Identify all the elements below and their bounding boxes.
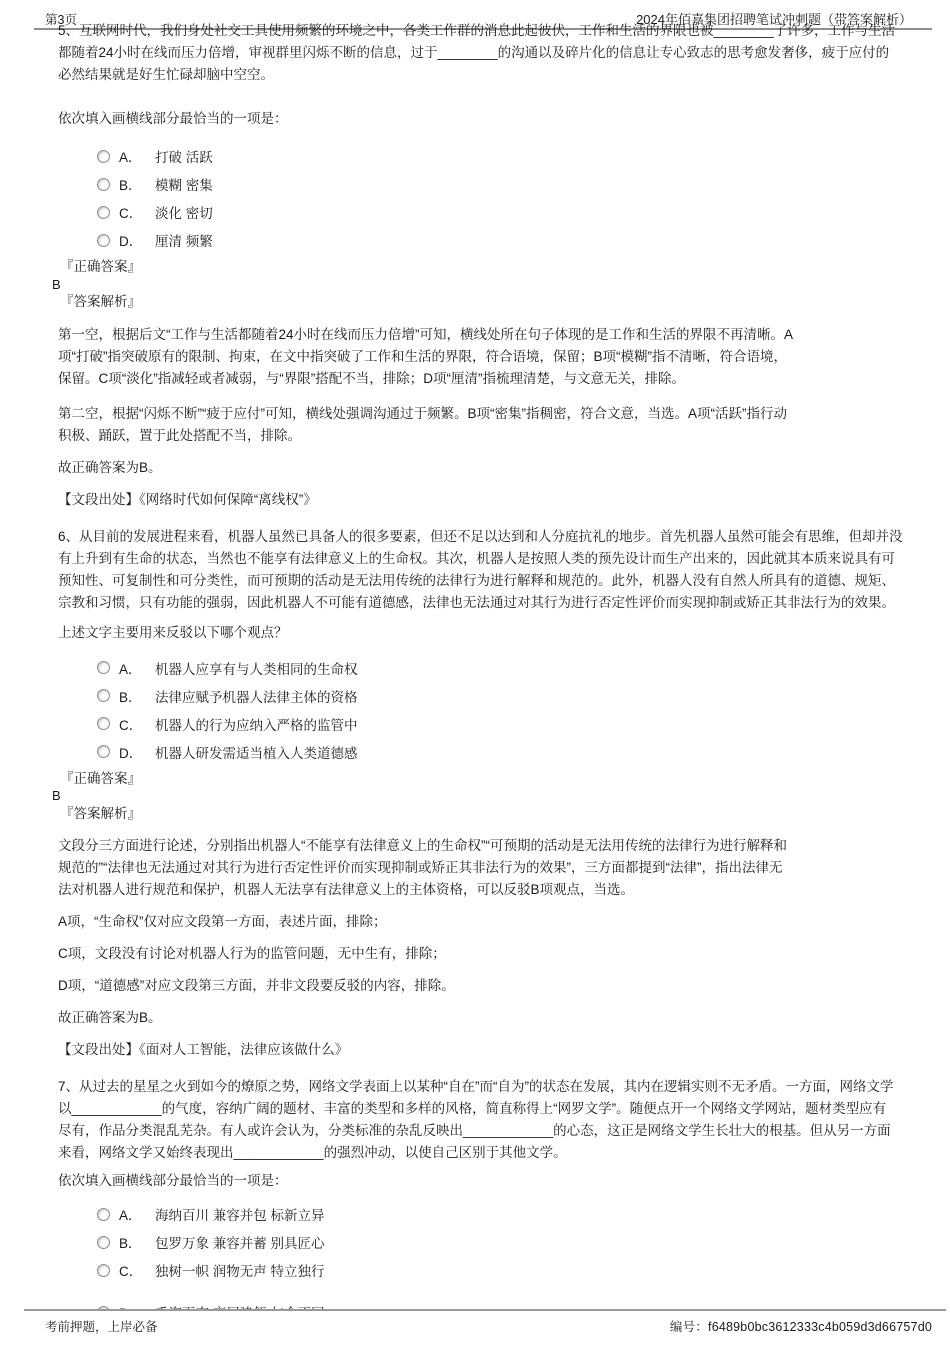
analysis-line: C项，文段没有讨论对机器人行为的监管问题，无中生有，排除；: [58, 946, 446, 961]
footer-slogan: 考前押题，上岸必备: [45, 1320, 158, 1334]
analysis-line: 故正确答案为B。: [58, 1010, 162, 1025]
radio-button-icon[interactable]: [97, 717, 110, 730]
question-6-passage: [58, 526, 910, 614]
passage-line: 来看，网络文学又始终表现出____________的强烈冲动，以使自己区别于其他文学。: [58, 1145, 567, 1160]
source-line: 【文段出处】《面对人工智能，法律应该做什么》: [58, 1042, 349, 1057]
radio-button-icon[interactable]: [97, 1264, 110, 1277]
analysis-paragraph: [58, 324, 910, 390]
option-letter: A．: [119, 150, 142, 165]
analysis-conclusion: [58, 457, 910, 479]
option-c-row[interactable]: [58, 710, 910, 738]
option-letter: A．: [119, 1208, 142, 1223]
footer-divider: [24, 1309, 946, 1311]
analysis-paragraph: [58, 943, 910, 965]
analysis-line: 文段分三方面进行论述，分别指出机器人“不能享有法律意义上的生命权”“可预期的活动是无法用传统的法律行为进行解释和: [58, 838, 787, 853]
passage-source: [58, 489, 910, 511]
option-text: 独树一帜 润物无声 特立独行: [155, 1264, 325, 1279]
option-d-row[interactable]: [58, 226, 910, 254]
option-d-row[interactable]: [58, 738, 910, 766]
analysis-line: 第二空，根据“闪烁不断”“疲于应付”可知，横线处强调沟通过于频繁。B项“密集”指稠密，符合文意，当选。A项“活跃”指行动: [58, 405, 787, 421]
footer-code: [670, 1317, 932, 1335]
correct-answer-label: 『正确答案』: [60, 259, 141, 274]
question-5-answer-block: [52, 258, 910, 311]
question-6: [52, 526, 910, 1062]
correct-answer-value: B: [52, 788, 61, 803]
analysis-line: 项“打破”指突破原有的限制、拘束，在文中指突破了工作和生活的界限，符合语境，保留；B项“模糊”指不清晰，符合语境，: [58, 348, 787, 364]
passage-line: 以____________的气度，容纳广阔的题材、丰富的类型和多样的风格，简直称得上“网罗文学”。随便点开一个网络文学网站，题材类型应有: [58, 1101, 887, 1116]
radio-button-icon[interactable]: [97, 234, 110, 247]
option-a-row[interactable]: [58, 142, 910, 170]
passage-line: 都随着24小时在线而压力倍增，审视群里闪烁不断的信息，过于________的沟通以及碎片化的信息让专心致志的思考愈发奢侈，疲于应付的: [58, 45, 890, 60]
question-7: [58, 1076, 910, 1326]
option-b-row[interactable]: [58, 682, 910, 710]
analysis-line: A项，“生命权”仅对应文段第一方面，表述片面，排除；: [58, 914, 387, 929]
radio-button-icon[interactable]: [97, 661, 110, 674]
option-letter: D．: [119, 234, 143, 249]
analysis-label: 『答案解析』: [60, 805, 141, 821]
analysis-label: 『答案解析』: [60, 294, 141, 309]
analysis-paragraph: [58, 835, 910, 901]
radio-button-icon[interactable]: [97, 1236, 110, 1249]
option-text: 机器人的行为应纳入严格的监管中: [155, 717, 358, 733]
passage-line: 宗教和习惯，只有功能的强弱，因此机器人不可能有道德感，法律也无法通过对其行为进行否定性评价而实现抑制或矫正其非法行为的效果。: [58, 594, 895, 610]
analysis-conclusion: [58, 1007, 910, 1029]
option-text: 厘清 频繁: [155, 234, 213, 249]
source-line: 【文段出处】《网络时代如何保障“离线权”》: [58, 491, 317, 507]
question-6-answer-block: [52, 770, 910, 823]
page-footer: [0, 1309, 950, 1345]
option-letter: B．: [119, 689, 142, 705]
document-body: [52, 23, 910, 1326]
question-5-prompt: 依次填入画横线部分最恰当的一项是：: [58, 111, 288, 126]
question-5: [52, 20, 910, 511]
option-letter: C．: [119, 717, 143, 733]
radio-button-icon[interactable]: [97, 745, 110, 758]
option-text: 机器人应享有与人类相同的生命权: [155, 661, 358, 677]
correct-answer-value: B: [52, 276, 61, 292]
passage-line: 尽有，作品分类混乱芜杂。有人或许会认为，分类标准的杂乱反映出____________的心态，这正是网络文学生长壮大的根基。但从另一方面: [58, 1123, 891, 1138]
footer-code-value: f6489b0bc3612333c4b059d3d66757d0: [708, 1320, 932, 1334]
passage-source: [58, 1039, 910, 1061]
option-letter: A．: [119, 661, 142, 677]
option-text: 法律应赋予机器人法律主体的资格: [155, 689, 358, 705]
radio-button-icon[interactable]: [97, 150, 110, 163]
question-6-options: [58, 654, 910, 766]
option-text: 打破 活跃: [155, 150, 213, 165]
question-5-passage: [58, 20, 910, 86]
passage-line: 预知性、可复制性和可分类性，而可预期的活动是无法用传统的法律行为进行解释和规范的。此外，机器人没有自然人所具有的道德、规矩、: [58, 572, 895, 588]
passage-line: 5、互联网时代，我们身处社交工具使用频繁的环境之中，各类工作群的消息此起彼伏，工作和生活的界限也被________了许多，工作与生活: [58, 23, 896, 38]
question-7-prompt: 依次填入画横线部分最恰当的一项是：: [58, 1173, 288, 1188]
option-c-row[interactable]: [58, 198, 910, 226]
option-text: 机器人研发需适当植入人类道德感: [155, 745, 358, 761]
option-c-row[interactable]: [58, 1256, 910, 1284]
option-b-row[interactable]: [58, 1228, 910, 1256]
radio-button-icon[interactable]: [97, 178, 110, 191]
option-a-row[interactable]: [58, 654, 910, 682]
footer-code-label: 编号：: [669, 1320, 709, 1334]
page-number: 第3页: [45, 13, 77, 27]
analysis-line: 故正确答案为B。: [58, 459, 162, 475]
radio-button-icon[interactable]: [97, 1208, 110, 1221]
option-text: 包罗万象 兼容并蓄 别具匠心: [155, 1236, 325, 1251]
analysis-paragraph: [58, 403, 910, 447]
passage-line: 7、从过去的星星之火到如今的燎原之势，网络文学表面上以某种“自在”而“自为”的状态在发展，其内在逻辑实则不无矛盾。一方面，网络文学: [58, 1079, 894, 1094]
analysis-paragraph: [58, 911, 910, 933]
option-b-row[interactable]: [58, 170, 910, 198]
document-title: 2024年佰嘉集团招聘笔试冲刺题（带答案解析）: [636, 12, 912, 27]
option-letter: D．: [119, 745, 143, 761]
analysis-line: 第一空，根据后文“工作与生活都随着24小时在线而压力倍增”可知，横线处所在句子体现的是工作和生活的界限不再清晰。A: [58, 326, 794, 342]
option-text: 模糊 密集: [155, 178, 213, 193]
analysis-paragraph: [58, 975, 910, 997]
passage-line: 必然结果就是好生忙碌却脑中空空。: [58, 67, 274, 82]
option-text: 淡化 密切: [155, 206, 213, 221]
passage-line: 6、从目前的发展进程来看，机器人虽然已具备人的很多要素，但还不足以达到和人分庭抗礼的地步。首先机器人虽然可能会有思维，但却并没: [58, 528, 903, 544]
question-7-passage: [58, 1076, 910, 1164]
question-7-options: [58, 1200, 910, 1326]
analysis-line: 规范的”“法律也无法通过对其行为进行否定性评价而实现抑制或矫正其非法行为的效果”，三方面都提到“法律”，指出法律无: [58, 860, 783, 875]
option-letter: C．: [119, 1264, 143, 1279]
question-6-prompt: 上述文字主要用来反驳以下哪个观点？: [58, 624, 288, 640]
option-text: 海纳百川 兼容并包 标新立异: [155, 1208, 325, 1223]
option-letter: B．: [119, 1236, 142, 1251]
analysis-line: 积极、踊跃，置于此处搭配不当，排除。: [58, 427, 301, 443]
option-a-row[interactable]: [58, 1200, 910, 1228]
option-letter: B．: [119, 178, 142, 193]
radio-button-icon[interactable]: [97, 689, 110, 702]
analysis-line: 保留。C项“淡化”指减轻或者减弱，与“界限”搭配不当，排除；D项“厘清”指梳理清楚，与文意无关，排除。: [58, 370, 685, 386]
radio-button-icon[interactable]: [97, 206, 110, 219]
option-letter: C．: [119, 206, 143, 221]
analysis-line: 法对机器人进行规范和保护，机器人无法享有法律意义上的主体资格，可以反驳B项观点，当选。: [58, 882, 635, 897]
correct-answer-label: 『正确答案』: [60, 770, 141, 786]
analysis-line: D项，“道德感”对应文段第三方面，并非文段要反驳的内容，排除。: [58, 978, 455, 993]
passage-line: 有上升到有生命的状态，当然也不能享有法律意义上的生命权。其次，机器人是按照人类的预先设计而生产出来的，因此就其本质来说具有可: [58, 550, 895, 566]
question-5-options: [58, 142, 910, 254]
